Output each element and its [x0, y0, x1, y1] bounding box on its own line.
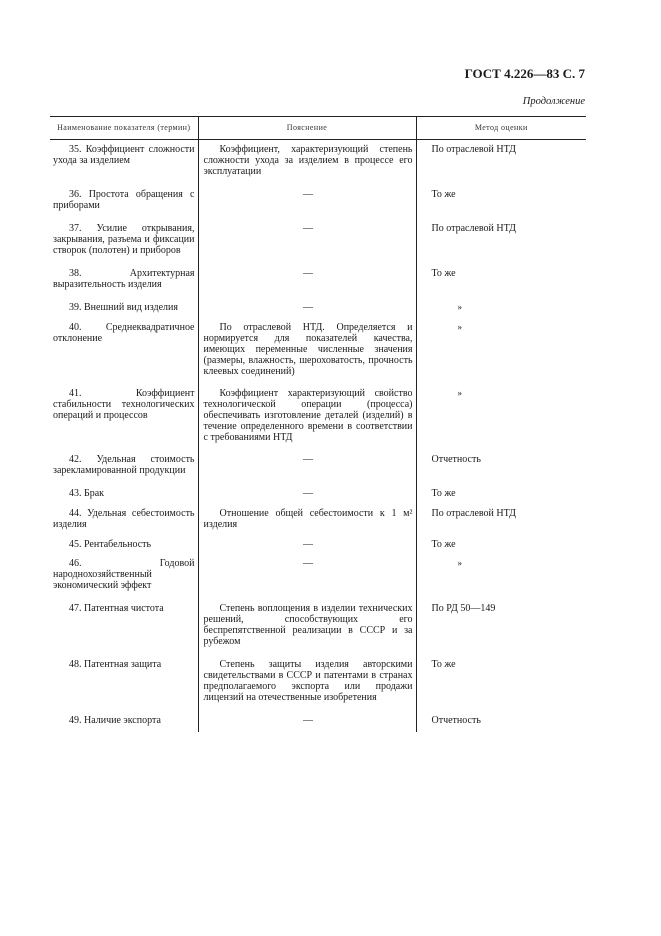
- indicator-name-text: 45. Рентабельность: [69, 539, 152, 550]
- method-text: То же: [431, 659, 456, 670]
- explanation-text: Коэффициент, характеризующий степень сложности ухода за изделием в процессе его эксплуатации: [203, 144, 413, 177]
- table-row: [50, 296, 586, 317]
- cell-method: [416, 653, 586, 709]
- cell-explanation: [198, 383, 416, 449]
- indicator-name-text: 42. Удельная стоимость зарекламированной продукции: [53, 454, 195, 476]
- cell-indicator-name: [50, 383, 198, 449]
- cell-explanation: [198, 140, 416, 184]
- indicator-name-text: 36. Простота обращения с приборами: [53, 189, 195, 211]
- method-text: »: [457, 302, 462, 312]
- cell-explanation: [198, 709, 416, 732]
- explanation-text: —: [303, 223, 313, 234]
- cell-explanation: [198, 534, 416, 554]
- cell-method: [416, 482, 586, 503]
- column-header-name: Наименование показателя (термин): [50, 117, 198, 140]
- table-row: [50, 653, 586, 709]
- method-text: »: [457, 558, 462, 568]
- cell-indicator-name: [50, 262, 198, 296]
- cell-indicator-name: [50, 709, 198, 732]
- cell-method: [416, 534, 586, 554]
- explanation-text: —: [303, 189, 313, 200]
- table-row: [50, 449, 586, 482]
- indicator-name-text: 43. Брак: [69, 488, 105, 499]
- cell-indicator-name: [50, 534, 198, 554]
- cell-indicator-name: [50, 140, 198, 184]
- method-text: То же: [431, 488, 456, 499]
- table-row: [50, 317, 586, 383]
- cell-method: [416, 597, 586, 653]
- cell-explanation: [198, 449, 416, 482]
- method-text: По отраслевой НТД: [431, 223, 516, 234]
- table-row: [50, 217, 586, 262]
- method-text: »: [457, 322, 462, 332]
- cell-explanation: [198, 503, 416, 534]
- cell-explanation: [198, 482, 416, 503]
- cell-indicator-name: [50, 296, 198, 317]
- indicator-name-text: 39. Внешний вид изделия: [69, 302, 178, 313]
- table-row: [50, 709, 586, 732]
- indicator-name-text: 35. Коэффициент сложности ухода за изделием: [53, 144, 195, 166]
- cell-method: [416, 554, 586, 597]
- indicator-name-text: 44. Удельная себестоимость изделия: [53, 508, 195, 530]
- method-text: То же: [431, 189, 456, 200]
- table-row: [50, 482, 586, 503]
- cell-method: [416, 183, 586, 217]
- explanation-text: Степень воплощения в изделии технических решений, способствующих его беспрепятственной реализации в СССР и за рубежом: [203, 603, 413, 647]
- indicator-name-text: 49. Наличие экспорта: [69, 715, 161, 726]
- continuation-label: Продолжение: [522, 96, 585, 107]
- cell-method: [416, 140, 586, 184]
- cell-explanation: [198, 262, 416, 296]
- cell-indicator-name: [50, 217, 198, 262]
- cell-method: [416, 503, 586, 534]
- cell-method: [416, 449, 586, 482]
- method-text: То же: [431, 268, 456, 279]
- cell-method: [416, 217, 586, 262]
- explanation-text: —: [303, 454, 313, 465]
- method-text: По отраслевой НТД: [431, 508, 516, 519]
- page-header-title: ГОСТ 4.226—83 С. 7: [464, 66, 585, 81]
- column-header-method: Метод оценки: [416, 117, 586, 140]
- cell-method: [416, 317, 586, 383]
- explanation-text: —: [303, 715, 313, 726]
- table-row: [50, 383, 586, 449]
- method-text: Отчетность: [431, 715, 481, 726]
- explanation-text: —: [303, 268, 313, 279]
- method-text: По РД 50—149: [431, 603, 496, 614]
- table-row: [50, 262, 586, 296]
- table-body: [50, 140, 586, 733]
- table-row: [50, 554, 586, 597]
- indicator-name-text: 46. Годовой народнохозяйственный экономический эффект: [53, 558, 195, 591]
- method-text: »: [457, 388, 462, 398]
- indicator-name-text: 38. Архитектурная выразительность изделия: [53, 268, 195, 290]
- cell-method: [416, 262, 586, 296]
- indicator-name-text: 40. Среднеквадратичное отклонение: [53, 322, 195, 344]
- explanation-text: —: [303, 302, 313, 313]
- cell-explanation: [198, 296, 416, 317]
- indicators-table-container: [50, 116, 586, 732]
- column-header-explanation: Пояснение: [198, 117, 416, 140]
- cell-indicator-name: [50, 183, 198, 217]
- cell-indicator-name: [50, 449, 198, 482]
- explanation-text: —: [303, 539, 313, 550]
- table-row: [50, 503, 586, 534]
- table-header-row: [50, 117, 586, 140]
- cell-explanation: [198, 217, 416, 262]
- indicator-name-text: 47. Патентная чистота: [69, 603, 164, 614]
- cell-indicator-name: [50, 482, 198, 503]
- cell-explanation: [198, 597, 416, 653]
- cell-indicator-name: [50, 597, 198, 653]
- explanation-text: Коэффициент характеризующий свойство технологической операции (процесса) обеспечивать изготовление деталей (изделий) в течение определенного времени в соответствии с требованиями НТД: [203, 388, 413, 443]
- table-row: [50, 183, 586, 217]
- cell-explanation: [198, 554, 416, 597]
- cell-explanation: [198, 653, 416, 709]
- cell-indicator-name: [50, 554, 198, 597]
- indicator-name-text: 37. Усилие открывания, закрывания, разъема и фиксации створок (полотен) и приборов: [53, 223, 195, 256]
- cell-indicator-name: [50, 317, 198, 383]
- indicator-name-text: 41. Коэффициент стабильности технологических операций и процессов: [53, 388, 195, 421]
- explanation-text: —: [303, 488, 313, 499]
- explanation-text: Степень защиты изделия авторскими свидетельствами в СССР и патентами в странах предполагаемого экспорта или продажи лицензий на отечественные изобретения: [203, 659, 413, 703]
- method-text: Отчетность: [431, 454, 481, 465]
- explanation-text: По отраслевой НТД. Определяется и нормируется для показателей качества, имеющих переменные численные значения (размеры, влажность, шероховатость, прочность клеевых соединений): [203, 322, 413, 377]
- method-text: По отраслевой НТД: [431, 144, 516, 155]
- indicators-table: [50, 116, 586, 732]
- cell-method: [416, 383, 586, 449]
- explanation-text: Отношение общей себестоимости к 1 м² изделия: [203, 508, 413, 530]
- table-row: [50, 534, 586, 554]
- indicator-name-text: 48. Патентная защита: [69, 659, 162, 670]
- table-row: [50, 140, 586, 184]
- cell-indicator-name: [50, 653, 198, 709]
- explanation-text: —: [303, 558, 313, 569]
- cell-explanation: [198, 183, 416, 217]
- method-text: То же: [431, 539, 456, 550]
- cell-method: [416, 709, 586, 732]
- cell-method: [416, 296, 586, 317]
- table-row: [50, 597, 586, 653]
- cell-explanation: [198, 317, 416, 383]
- cell-indicator-name: [50, 503, 198, 534]
